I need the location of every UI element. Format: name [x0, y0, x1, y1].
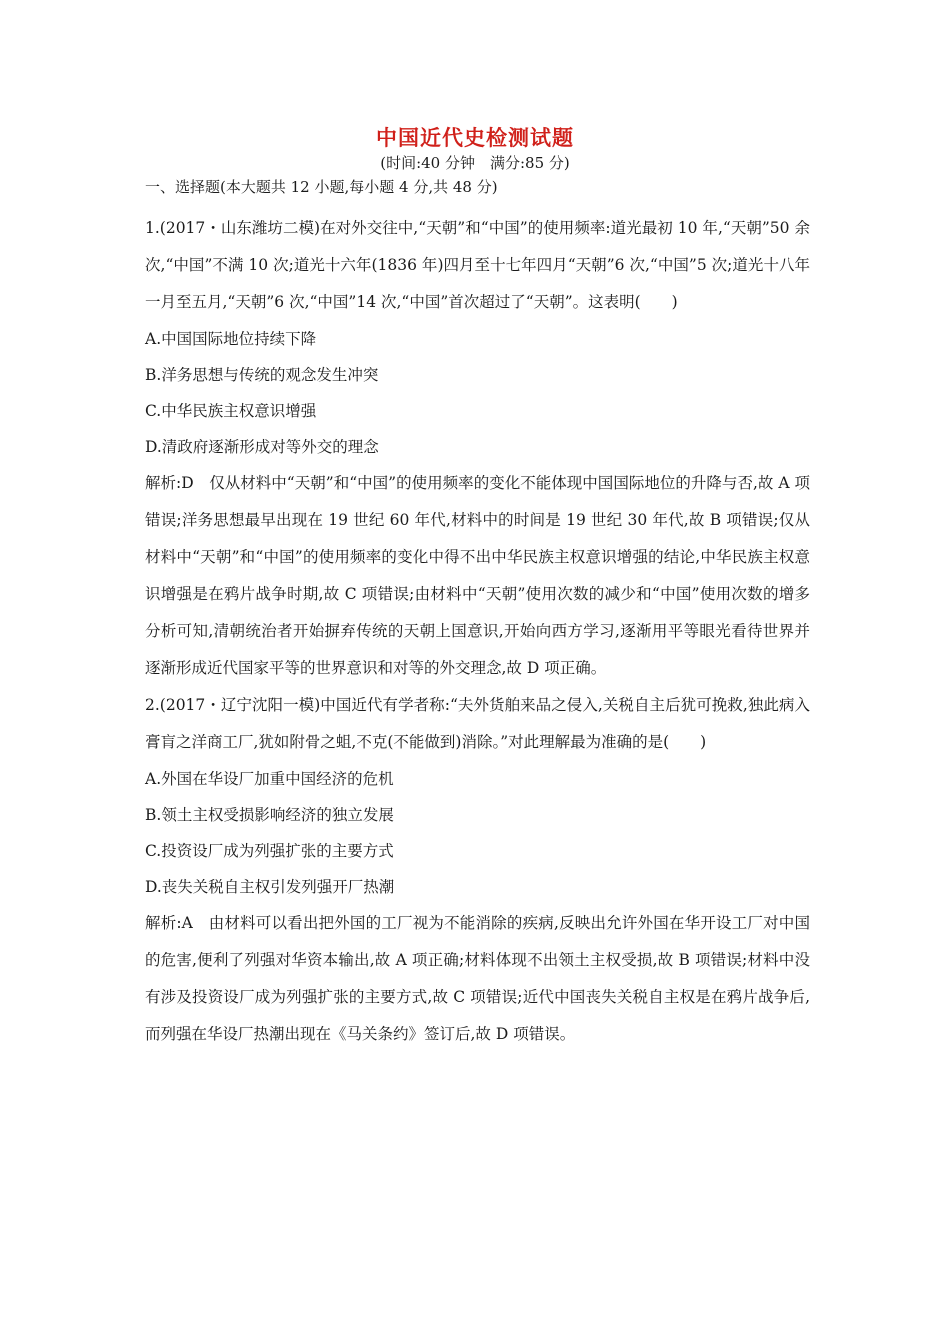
- question-2: [145, 687, 810, 1053]
- option-c: C.中华民族主权意识增强: [145, 402, 317, 420]
- option-a: A.中国国际地位持续下降: [145, 330, 317, 348]
- option-a: A.外国在华设厂加重中国经济的危机: [145, 770, 394, 788]
- option-b: B.领土主权受损影响经济的独立发展: [145, 806, 394, 824]
- option-c: C.投资设厂成为列强扩张的主要方式: [145, 842, 394, 860]
- question-stem: 1.(2017・山东潍坊二模)在对外交往中,“天朝”和“中国”的使用频率:道光最初 10 年,“天朝”50 余次,“中国”不满 10 次;道光十六年(1836 年)四月至十七年四月“天朝”6 次,“中国”5 次;道光十八年一月至五月,“天朝”6 次,“中国”14 次,“中国”首次超过了“天朝”。这表明( ): [145, 219, 810, 311]
- question-1: [145, 210, 810, 687]
- option-d: D.丧失关税自主权引发列强开厂热潮: [145, 878, 395, 896]
- exam-info: (时间:40 分钟 满分:85 分): [380, 154, 570, 172]
- answer-analysis: 解析:D 仅从材料中“天朝”和“中国”的使用频率的变化不能体现中国国际地位的升降与否,故 A 项错误;洋务思想最早出现在 19 世纪 60 年代,材料中的时间是 19 世纪 30 年代,故 B 项错误;仅从材料中“天朝”和“中国”的使用频率的变化中得不出中华民族主权意识增强的结论,中华民族主权意识增强是在鸦片战争时期,故 C 项错误;由材料中“天朝”使用次数的减少和“中国”使用次数的增多分析可知,清朝统治者开始摒弃传统的天朝上国意识,开始向西方学习,逐渐用平等眼光看待世界并逐渐形成近代国家平等的世界意识和对等的外交理念,故 D 项正确。: [145, 474, 810, 677]
- option-b: B.洋务思想与传统的观念发生冲突: [145, 366, 379, 384]
- page-title: 中国近代史检测试题: [376, 125, 574, 150]
- exam-content: [145, 176, 810, 1053]
- answer-analysis: 解析:A 由材料可以看出把外国的工厂视为不能消除的疾病,反映出允许外国在华开设工厂对中国的危害,便利了列强对华资本输出,故 A 项正确;材料体现不出领土主权受损,故 B 项错误;材料中没有涉及投资设厂成为列强扩张的主要方式,故 C 项错误;近代中国丧失关税自主权是在鸦片战争后,而列强在华设厂热潮出现在《马关条约》签订后,故 D 项错误。: [145, 914, 810, 1043]
- section-heading: 一、选择题(本大题共 12 小题,每小题 4 分,共 48 分): [145, 178, 498, 196]
- option-d: D.清政府逐渐形成对等外交的理念: [145, 438, 379, 456]
- question-stem: 2.(2017・辽宁沈阳一模)中国近代有学者称:“夫外货舶来品之侵入,关税自主后犹可挽救,独此病入膏肓之洋商工厂,犹如附骨之蛆,不克(不能做到)消除。”对此理解最为准确的是( ): [145, 696, 810, 751]
